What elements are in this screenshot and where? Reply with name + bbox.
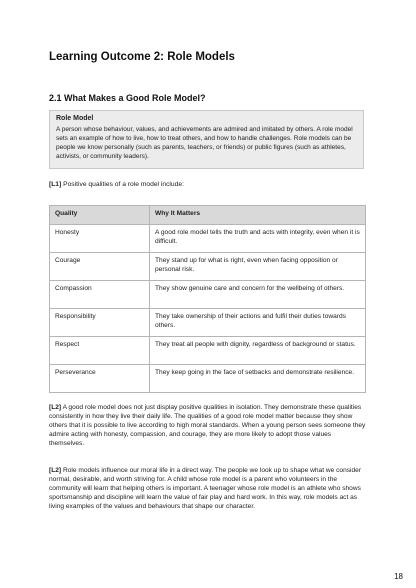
- column-header-why: Why It Matters: [150, 206, 366, 225]
- table-row: [50, 309, 366, 337]
- paragraph-text: Role models influence our moral life in a direct way. The people we look up to shape what we consider normal, desirable, and worth striving for. A child whose role model is a parent who volunteers in the community will learn that helping others is important. A teenager whose role model is an athlete who shows sportsmanship and discipline will learn the value of fair play and hard work. In this way, role models act as living examples of the values and behaviours that shape our character.: [49, 467, 362, 511]
- body-paragraph: [49, 466, 366, 511]
- quality-cell: Respect: [50, 337, 150, 365]
- level-tag: [L1]: [49, 181, 62, 188]
- quality-cell: Courage: [50, 253, 150, 281]
- definition-text: A person whose behaviour, values, and achievements are admired and imitated by others. A role model sets an example of how to live, how to treat others, and how to handle challenges. Role models can be people we know personally (such as parents, teachers, or friends) or public figures (such as athletes, activists, or community leaders).: [56, 126, 353, 160]
- quality-cell: Perseverance: [50, 365, 150, 393]
- column-header-quality: Quality: [50, 206, 150, 225]
- table-row: [50, 337, 366, 365]
- reason-cell: They show genuine care and concern for the wellbeing of others.: [150, 281, 366, 309]
- definition-box: [49, 110, 364, 169]
- page-number: 18: [394, 572, 403, 581]
- table-header-row: [50, 206, 366, 225]
- table-row: [50, 281, 366, 309]
- definition-term: Role Model: [56, 115, 94, 122]
- quality-cell: Compassion: [50, 281, 150, 309]
- table-intro-text: Positive qualities of a role model include:: [63, 181, 184, 188]
- table-row: [50, 253, 366, 281]
- reason-cell: They keep going in the face of setbacks and demonstrate resilience.: [150, 365, 366, 393]
- qualities-table: [49, 205, 366, 393]
- page-title: Learning Outcome 2: Role Models: [49, 51, 235, 63]
- quality-cell: Honesty: [50, 225, 150, 253]
- section-heading: 2.1 What Makes a Good Role Model?: [49, 93, 206, 103]
- body-paragraph: [49, 403, 366, 448]
- reason-cell: They take ownership of their actions and fulfil their duties towards others.: [150, 309, 366, 337]
- quality-cell: Responsibility: [50, 309, 150, 337]
- paragraph-text: A good role model does not just display positive qualities in isolation. They demonstrate these qualities consistently in how they live their daily life. The qualities of a good role model matter because they show others that it is possible to live according to high moral standards. When a young person sees someone they admire acting with honesty, compassion, and courage, they are more likely to adopt those values themselves.: [49, 404, 366, 448]
- level-tag: [L2]: [49, 404, 62, 411]
- table-row: [50, 225, 366, 253]
- table-intro: [49, 181, 184, 188]
- level-tag: [L2]: [49, 467, 62, 474]
- table-row: [50, 365, 366, 393]
- reason-cell: They treat all people with dignity, regardless of background or status.: [150, 337, 366, 365]
- reason-cell: They stand up for what is right, even when facing opposition or personal risk.: [150, 253, 366, 281]
- reason-cell: A good role model tells the truth and acts with integrity, even when it is difficult.: [150, 225, 366, 253]
